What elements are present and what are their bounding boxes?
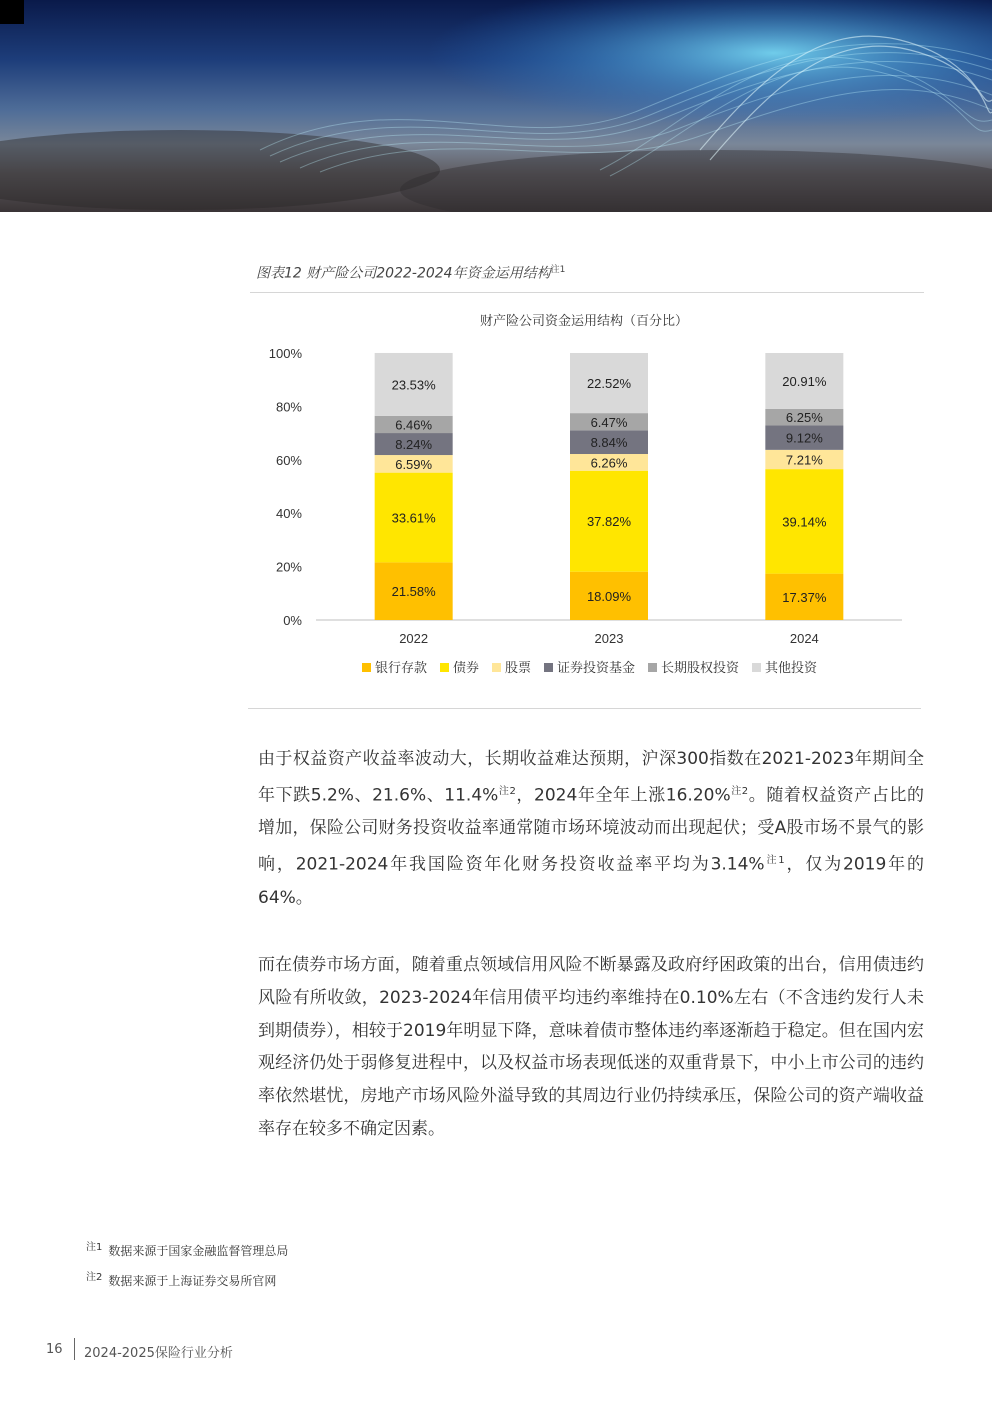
bar-value-label: 21.58%	[391, 584, 436, 600]
p1-note-2: 注2	[730, 785, 749, 797]
bar-value-label: 17.37%	[782, 589, 827, 605]
x-tick-label: 2024	[789, 631, 819, 646]
footnote-2-mark: 注2	[86, 1272, 103, 1283]
footer-separator	[74, 1338, 75, 1360]
bar-value-label: 33.61%	[391, 510, 436, 526]
legend-label: 长期股权投资	[661, 660, 740, 675]
y-tick-label: 0%	[283, 613, 302, 628]
bar-value-label: 6.46%	[395, 417, 433, 433]
bar-value-label: 8.84%	[590, 435, 628, 451]
y-tick-label: 40%	[275, 506, 302, 522]
bar-value-label: 6.26%	[590, 455, 628, 471]
x-axis	[399, 631, 819, 646]
footnote-2	[86, 1268, 276, 1289]
legend-swatch	[492, 663, 501, 672]
bar-value-label: 6.47%	[590, 414, 628, 430]
x-tick-label: 2022	[399, 631, 429, 646]
bar-value-label: 8.24%	[395, 437, 433, 453]
footnote-2-text: 数据来源于上海证券交易所官网	[108, 1274, 277, 1288]
y-tick-label: 60%	[275, 452, 302, 468]
chart-divider	[248, 708, 921, 709]
bar-value-label: 20.91%	[782, 373, 827, 389]
bar-value-label: 23.53%	[391, 377, 436, 393]
legend-swatch	[648, 663, 657, 672]
bar-value-label: 6.25%	[785, 410, 823, 426]
figure-caption-text: 图表12 财产险公司2022-2024年资金运用结构	[256, 265, 551, 282]
footnote-1-mark: 注1	[86, 1242, 103, 1253]
x-tick-label: 2023	[594, 631, 624, 646]
wave-graphic	[0, 0, 992, 212]
legend-label: 银行存款	[375, 660, 428, 675]
legend-label: 其他投资	[765, 660, 818, 675]
legend-swatch	[544, 663, 553, 672]
footer-document-title: 2024-2025保险行业分析	[84, 1346, 233, 1361]
y-tick-label: 80%	[275, 399, 302, 415]
bar-value-label: 18.09%	[586, 588, 632, 604]
paragraph-equity	[258, 743, 924, 914]
legend-swatch	[752, 663, 761, 672]
paragraph-bonds: 而在债券市场方面，随着重点领域信用风险不断暴露及政府纾困政策的出台，信用债违约风险有所收敛，2023-2024年信用债平均违约率维持在0.10%左右（不含违约发行人未到期债券），相较于2019年明显下降，意味着债市整体违约率逐渐趋于稳定。但在国内宏观经济仍处于弱修复进程中，以及权益市场表现低迷的双重背景下，中小上市公司的违约率依然堪忧，房地产市场风险外溢导致的其周边行业仍持续承压，保险公司的资产端收益率存在较多不确定因素。	[258, 955, 924, 1139]
bar-value-label: 37.82%	[586, 514, 632, 530]
y-tick-label: 20%	[275, 559, 302, 575]
legend	[362, 660, 818, 675]
bar-value-label: 7.21%	[785, 452, 823, 468]
p1-note-1: 注2	[498, 785, 516, 797]
caption-divider	[250, 292, 924, 293]
y-tick-label: 100%	[268, 346, 302, 361]
legend-swatch	[440, 663, 449, 672]
legend-swatch	[362, 663, 371, 672]
bars	[375, 353, 844, 620]
bar-value-label: 9.12%	[785, 430, 823, 446]
bar-value-label: 6.59%	[395, 456, 433, 472]
figure-caption	[256, 262, 565, 283]
figure-caption-note: 注1	[550, 265, 566, 275]
chart-title: 财产险公司资金运用结构（百分比）	[479, 313, 689, 328]
legend-label: 股票	[505, 660, 532, 675]
stacked-bar-chart	[250, 300, 920, 700]
p1-text-3: 。随着权益资产占比的增加，保险公司财务投资收益率通常随市场环境波动而出现起伏；受A股市场不景气的影响，2021-2024年我国险资年化财务投资收益率平均为3.14%	[258, 785, 925, 875]
p1-text-1: 由于权益资产收益率波动大，长期收益难达预期，沪深300指数在2021-2023年期间全年下跌5.2%、21.6%、11.4%	[258, 749, 924, 806]
page-number: 16	[46, 1342, 63, 1357]
legend-label: 债券	[453, 660, 480, 675]
footnote-1-text: 数据来源于国家金融监督管理总局	[108, 1244, 289, 1258]
corner-mark	[0, 0, 24, 24]
p1-text-4: ，仅为2019年的64%。	[258, 854, 924, 908]
bar-value-label: 39.14%	[782, 514, 827, 530]
p1-note-3: 注1	[764, 855, 785, 867]
footnote-1	[86, 1238, 288, 1259]
legend-label: 证券投资基金	[557, 660, 636, 675]
header-banner-image	[0, 0, 992, 212]
bar-value-label: 22.52%	[586, 376, 632, 392]
y-axis	[269, 346, 303, 628]
p1-text-2: ，2024年全年上涨16.20%	[515, 785, 731, 806]
